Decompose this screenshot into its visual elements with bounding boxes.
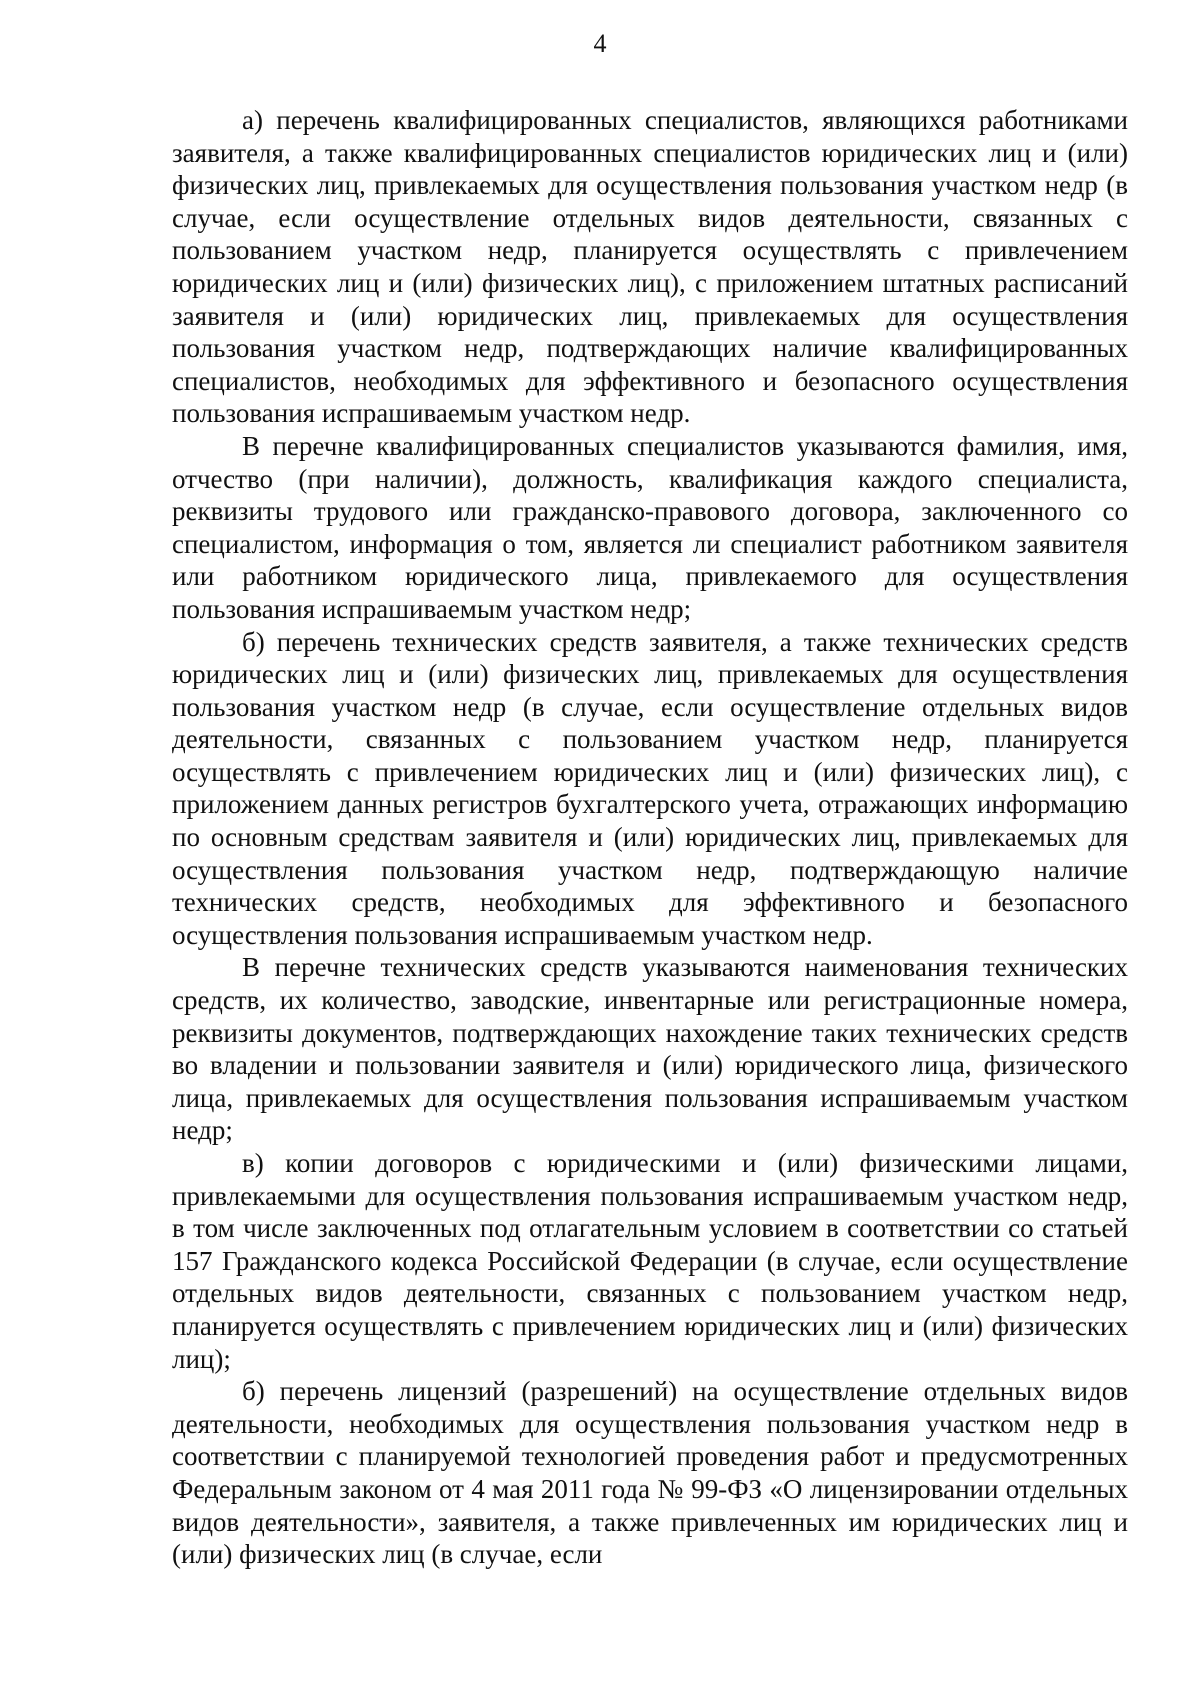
paragraph-v-contract-copies: в) копии договоров с юридическими и (или) физическими лицами, привлекаемыми для осуществления пользования испрашиваемым участком недр, в том числе заключенных под отлагательным условием в соответствии со статьей 157 Гражданского кодекса Российской Федерации (в случае, если осуществление отдельных видов деятельности, связанных с пользованием участком недр, планируется осуществлять с привлечением юридических лиц и (или) физических лиц);: [172, 1148, 1128, 1374]
paragraph-specialists-details: В перечне квалифицированных специалистов указываются фамилия, имя, отчество (при наличии), должность, квалификация каждого специалиста, реквизиты трудового или гражданско-правового договора, заключенного со специалистом, информация о том, является ли специалист работником заявителя или работником юридического лица, привлекаемого для осуществления пользования испрашиваемым участком недр;: [172, 430, 1128, 624]
paragraph-a-specialists-list: а) перечень квалифицированных специалистов, являющихся работниками заявителя, а также квалифицированных специалистов юридических лиц и (или) физических лиц, привлекаемых для осуществления пользования участком недр (в случае, если осуществление отдельных видов деятельности, связанных с пользованием участком недр, планируется осуществлять с привлечением юридических лиц и (или) физических лиц), с приложением штатных расписаний заявителя и (или) юридических лиц, привлекаемых для осуществления пользования участком недр, подтверждающих наличие квалифицированных специалистов, необходимых для эффективного и безопасного осуществления пользования испрашиваемым участком недр.: [172, 105, 1128, 429]
paragraph-b-technical-means-list: б) перечень технических средств заявителя, а также технических средств юридических лиц и (или) физических лиц, привлекаемых для осуществления пользования участком недр (в случае, если осуществление отдельных видов деятельности, связанных с пользованием участком недр, планируется осуществлять с привлечением юридических лиц и (или) физических лиц), с приложением данных регистров бухгалтерского учета, отражающих информацию по основным средствам заявителя и (или) юридических лиц, привлекаемых для осуществления пользования участком недр, подтверждающую наличие технических средств, необходимых для эффективного и безопасного осуществления пользования испрашиваемым участком недр.: [172, 626, 1128, 950]
paragraph-licenses-list: б) перечень лицензий (разрешений) на осуществление отдельных видов деятельности, необходимых для осуществления пользования участком недр в соответствии с планируемой технологией проведения работ и предусмотренных Федеральным законом от 4 мая 2011 года № 99-ФЗ «О лицензировании отдельных видов деятельности», заявителя, а также привлеченных им юридических лиц и (или) физических лиц (в случае, если: [172, 1376, 1128, 1570]
paragraph-technical-means-details: В перечне технических средств указываются наименования технических средств, их количество, заводские, инвентарные или регистрационные номера, реквизиты документов, подтверждающих нахождение таких технических средств во владении и пользовании заявителя и (или) юридического лица, физического лица, привлекаемых для осуществления пользования испрашиваемым участком недр;: [172, 952, 1128, 1146]
document-body: [172, 104, 1128, 1571]
page-number: 4: [593, 29, 607, 58]
